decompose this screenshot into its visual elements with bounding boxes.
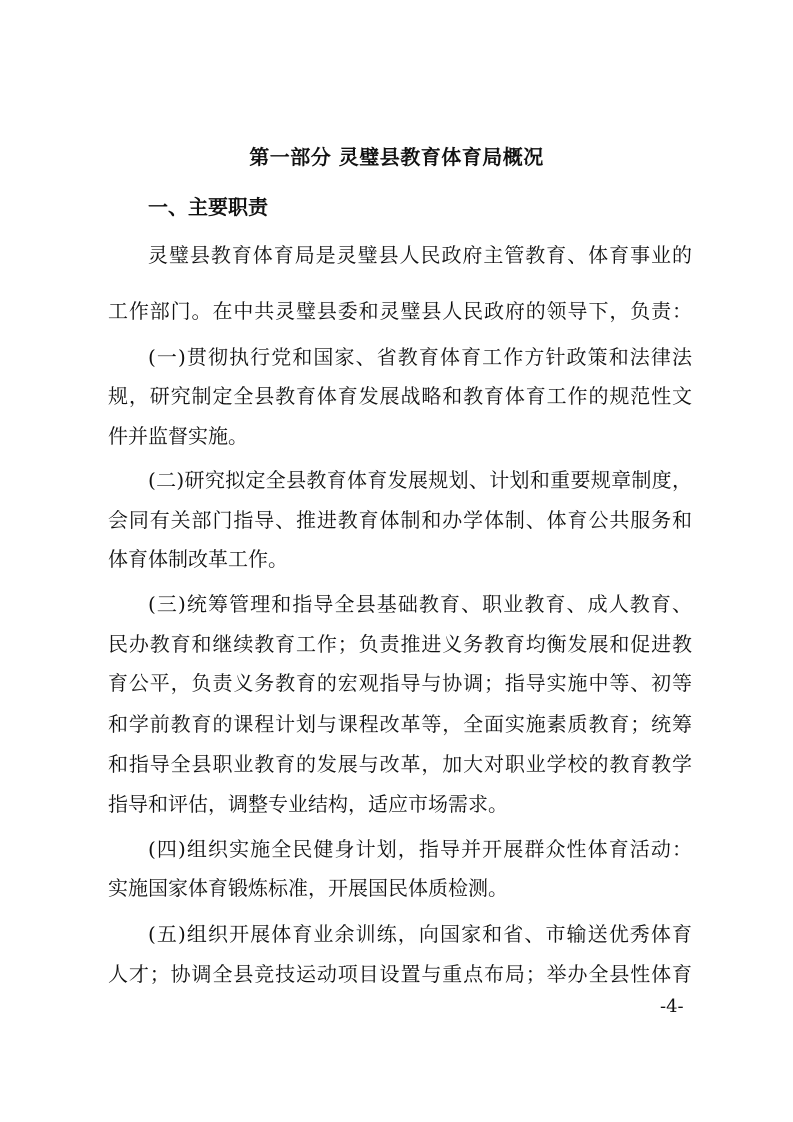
paragraph-line: 会同有关部门指导、推进教育体制和办学体制、体育公共服务和 <box>108 508 692 532</box>
paragraph-line: 民办教育和继续教育工作；负责推进义务教育均衡发展和促进教 <box>108 632 692 656</box>
paragraph-line: 灵璧县教育体育局是灵璧县人民政府主管教育、体育事业的 <box>148 243 692 267</box>
page-number: -4- <box>660 996 684 1017</box>
section-heading: 一、主要职责 <box>148 195 268 219</box>
paragraph-line: (五)组织开展体育业余训练，向国家和省、市输送优秀体育 <box>148 922 692 946</box>
paragraph-line: 指导和评估，调整专业结构，适应市场需求。 <box>108 792 508 816</box>
paragraph-line: 实施国家体育锻炼标准，开展国民体质检测。 <box>108 876 508 900</box>
paragraph-line: 育公平，负责义务教育的宏观指导与协调；指导实施中等、初等 <box>108 671 692 695</box>
paragraph-line: 体育体制改革工作。 <box>108 547 288 571</box>
paragraph-line: (二)研究拟定全县教育体育发展规划、计划和重要规章制度， <box>148 468 692 492</box>
paragraph-line: 人才；协调全县竞技运动项目设置与重点布局；举办全县性体育 <box>108 962 692 986</box>
paragraph-line: 和指导全县职业教育的发展与改革，加大对职业学校的教育教学 <box>108 752 692 776</box>
paragraph-line: (一)贯彻执行党和国家、省教育体育工作方针政策和法律法 <box>148 345 692 369</box>
paragraph-line: 工作部门。在中共灵璧县委和灵璧县人民政府的领导下，负责： <box>108 299 692 323</box>
paragraph-line: (四)组织实施全民健身计划，指导并开展群众性体育活动： <box>148 837 692 861</box>
page-title: 第一部分 灵璧县教育体育局概况 <box>249 145 544 169</box>
paragraph-line: 规，研究制定全县教育体育发展战略和教育体育工作的规范性文 <box>108 384 692 408</box>
paragraph-line: 件并监督实施。 <box>108 424 248 448</box>
paragraph-line: 和学前教育的课程计划与课程改革等，全面实施素质教育；统筹 <box>108 712 692 736</box>
paragraph-line: (三)统筹管理和指导全县基础教育、职业教育、成人教育、 <box>148 592 692 616</box>
